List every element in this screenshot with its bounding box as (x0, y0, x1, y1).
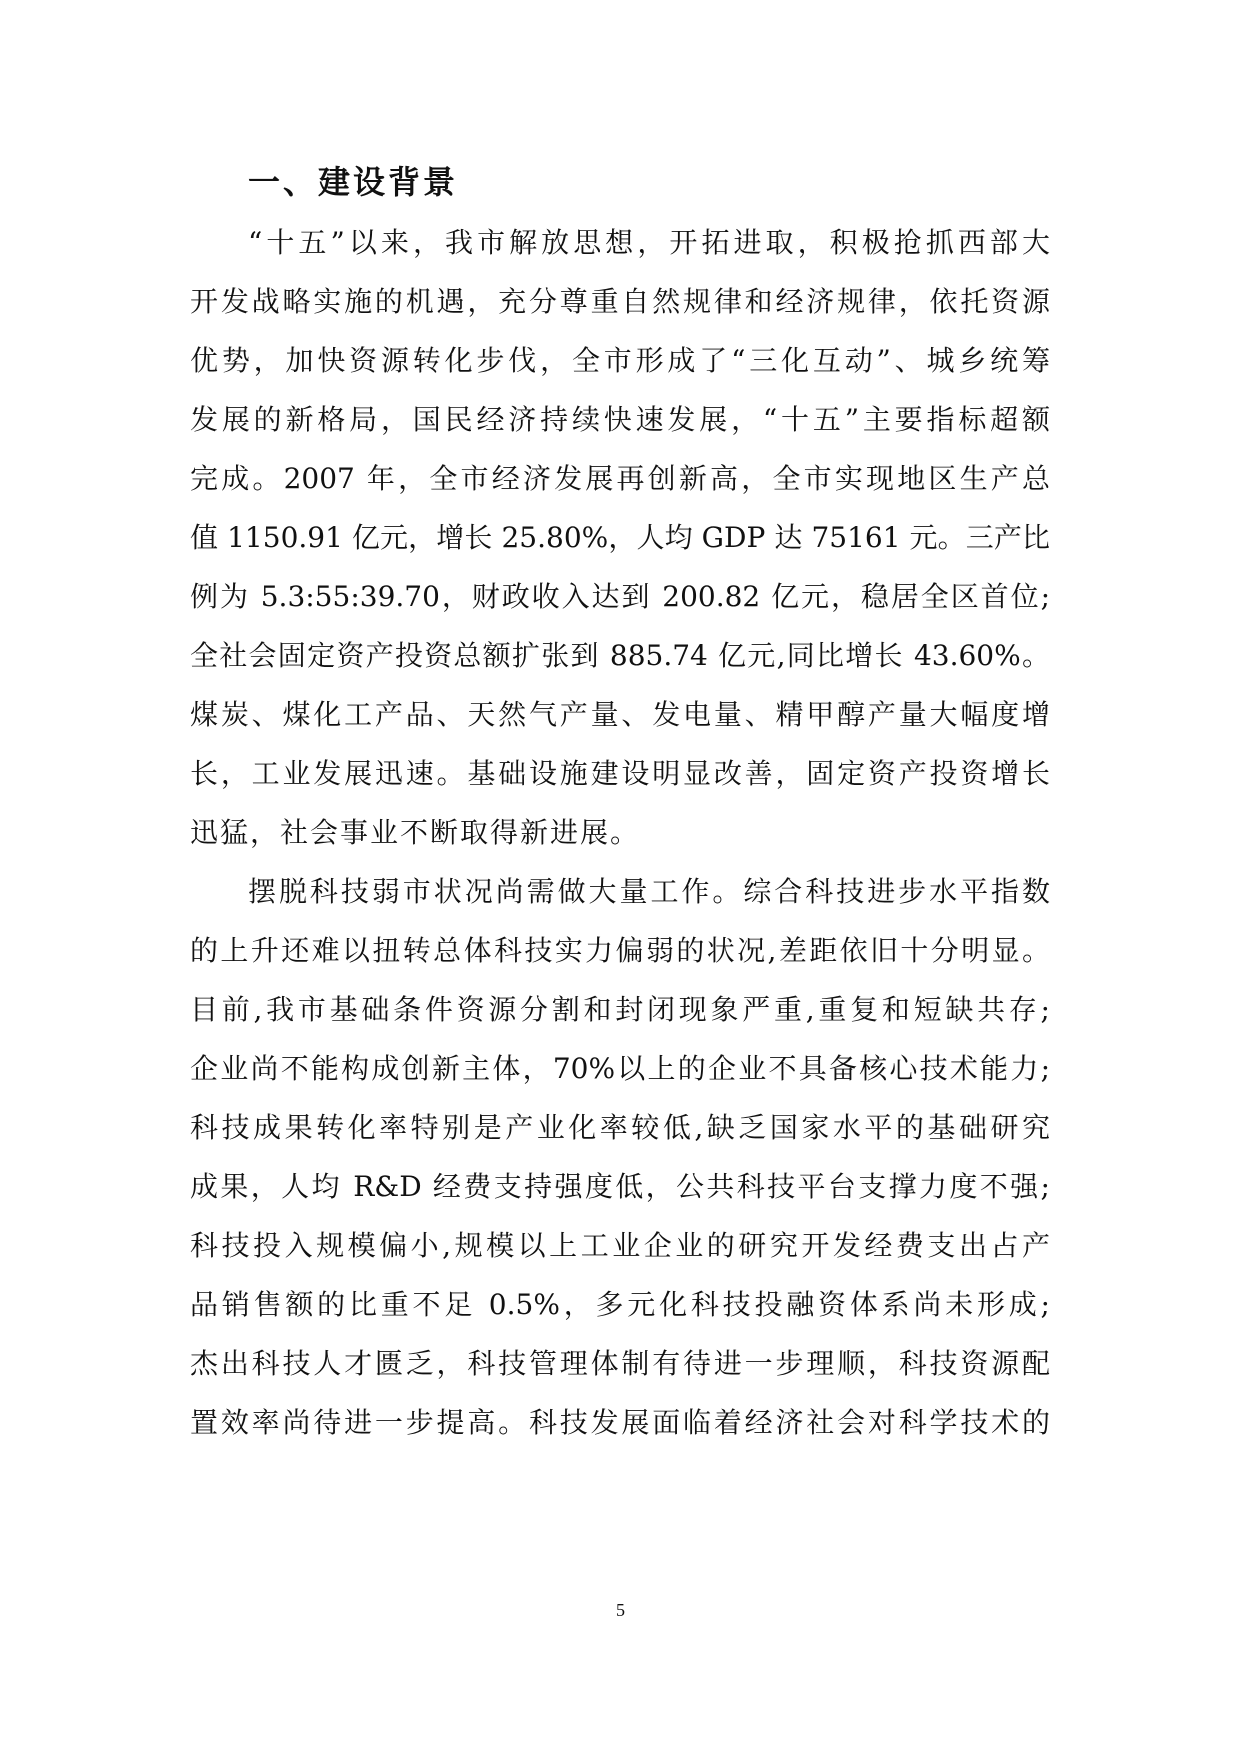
paragraph-2-line: 成果，人均 R&D 经费支持强度低，公共科技平台支撑力度不强; (190, 1170, 1050, 1203)
paragraph-2-line: 摆脱科技弱市状况尚需做大量工作。综合科技进步水平指数 (248, 875, 1050, 908)
page-number: 5 (616, 1600, 625, 1620)
paragraph-1-line: 完成。2007 年，全市经济发展再创新高，全市实现地区生产总 (190, 462, 1050, 495)
paragraph-1-line: 煤炭、煤化工产品、天然气产量、发电量、精甲醇产量大幅度增 (190, 698, 1050, 731)
paragraph-2-line: 杰出科技人才匮乏，科技管理体制有待进一步理顺，科技资源配 (190, 1347, 1050, 1380)
paragraph-1-line: 值 1150.91 亿元，增长 25.80%，人均 GDP 达 75161 元。三产比 (190, 521, 1050, 554)
paragraph-2-line: 科技投入规模偏小,规模以上工业企业的研究开发经费支出占产 (190, 1229, 1050, 1262)
paragraph-2-line: 置效率尚待进一步提高。科技发展面临着经济社会对科学技术的 (190, 1406, 1050, 1439)
paragraph-2-line: 品销售额的比重不足 0.5%，多元化科技投融资体系尚未形成; (190, 1288, 1050, 1321)
paragraph-2-line: 目前,我市基础条件资源分割和封闭现象严重,重复和短缺共存; (190, 993, 1050, 1026)
paragraph-1-line: 长，工业发展迅速。基础设施建设明显改善，固定资产投资增长 (190, 757, 1050, 790)
paragraph-2-line: 科技成果转化率特别是产业化率较低,缺乏国家水平的基础研究 (190, 1111, 1050, 1144)
paragraph-1-line: 例为 5.3:55:39.70，财政收入达到 200.82 亿元，稳居全区首位; (190, 580, 1050, 613)
paragraph-2-line: 的上升还难以扭转总体科技实力偏弱的状况,差距依旧十分明显。 (190, 934, 1050, 967)
paragraph-1-line: 发展的新格局，国民经济持续快速发展，“十五”主要指标超额 (190, 403, 1050, 436)
section-heading: 一、建设背景 (248, 163, 459, 201)
paragraph-1-line: 全社会固定资产投资总额扩张到 885.74 亿元,同比增长 43.60%。 (190, 639, 1050, 672)
paragraph-1-line: 迅猛，社会事业不断取得新进展。 (190, 816, 641, 849)
paragraph-1-line: 优势，加快资源转化步伐，全市形成了“三化互动”、城乡统筹 (190, 344, 1050, 377)
paragraph-1-line: 开发战略实施的机遇，充分尊重自然规律和经济规律，依托资源 (190, 285, 1050, 318)
paragraph-1-line: “十五”以来，我市解放思想，开拓进取，积极抢抓西部大 (248, 226, 1050, 259)
paragraph-2-line: 企业尚不能构成创新主体，70%以上的企业不具备核心技术能力; (190, 1052, 1050, 1085)
